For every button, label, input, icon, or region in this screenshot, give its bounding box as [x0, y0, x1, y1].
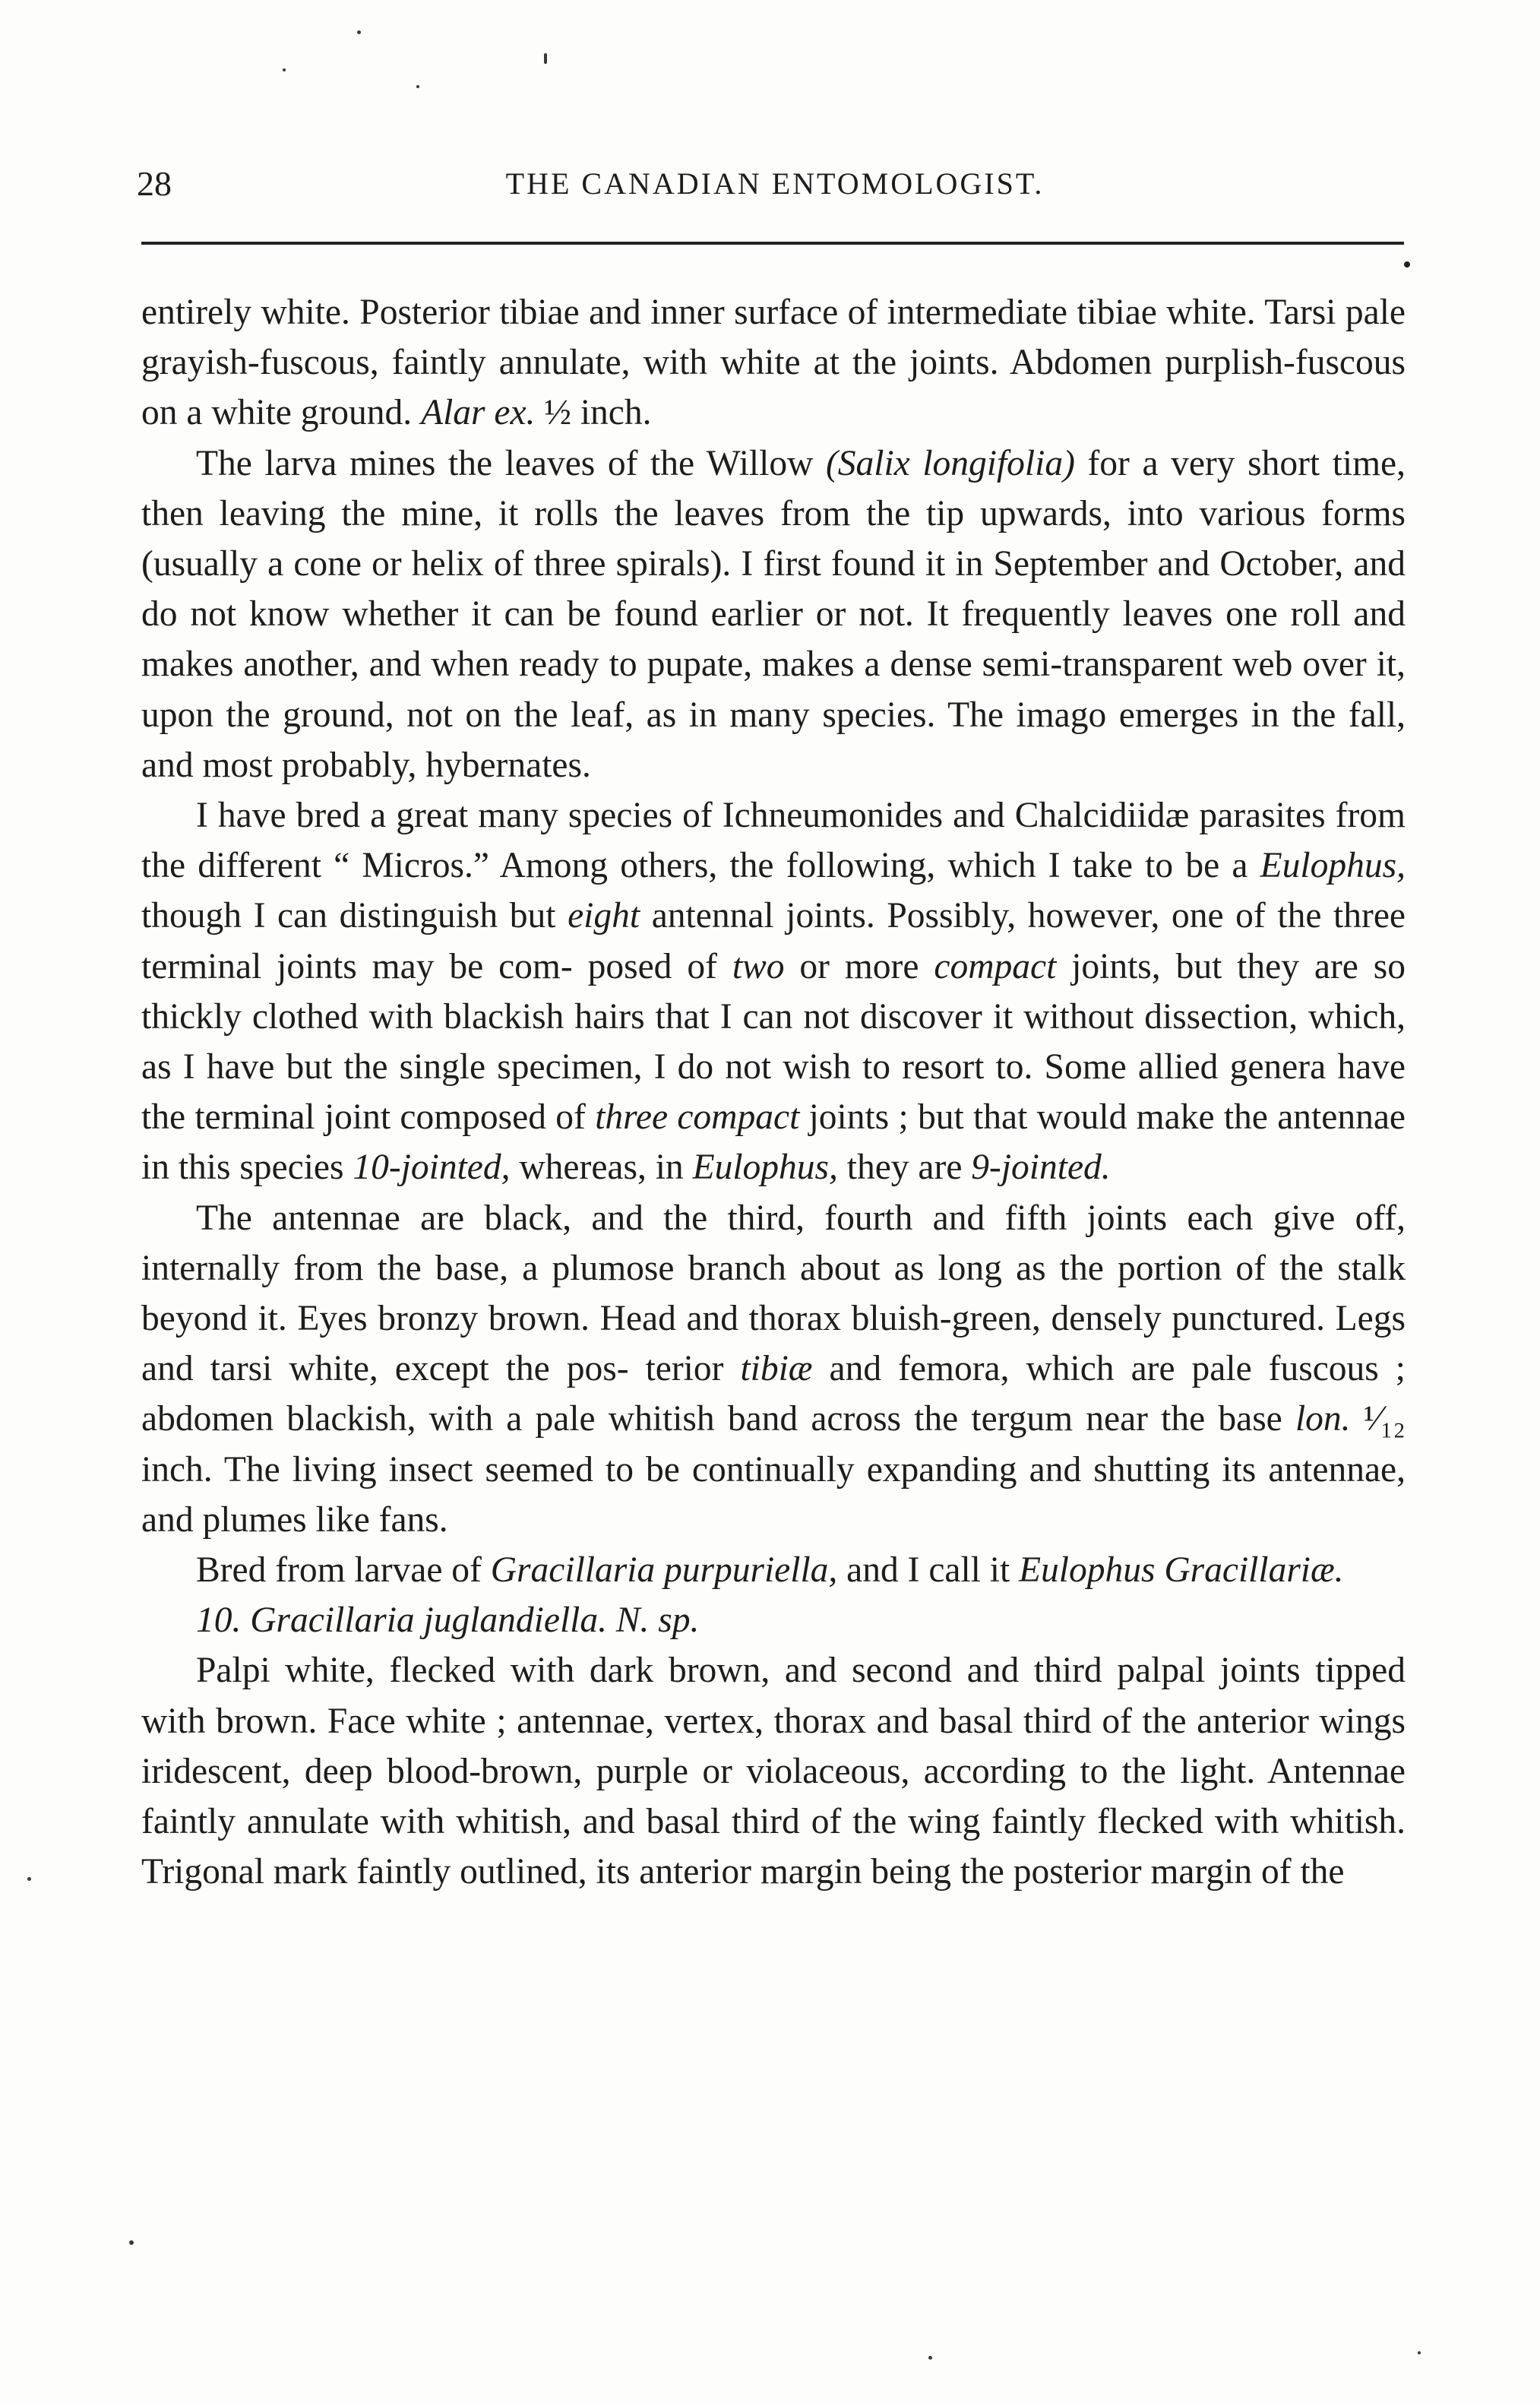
scan-speck [27, 1877, 31, 1881]
paragraph [141, 1595, 1406, 1645]
paragraph [141, 790, 1406, 1193]
scan-speck [129, 2240, 134, 2245]
rule-mark [1404, 261, 1410, 268]
italic-run: 10. Gracillaria juglandiella. N. sp. [196, 1600, 700, 1641]
paragraph [141, 287, 1406, 438]
text-run: ½ inch. [535, 393, 652, 433]
italic-run: Eulophus Gracillariæ. [1019, 1550, 1344, 1591]
text-run: The larva mines the leaves of the Willow [196, 443, 826, 483]
article-body [141, 287, 1406, 1898]
italic-run: 9-jointed. [971, 1148, 1111, 1188]
italic-run: eight [568, 896, 640, 936]
italic-run: Eulophus, [1260, 846, 1406, 886]
italic-run: Eulophus, [692, 1148, 838, 1188]
text-run: ¹⁄₁₂ inch. The living insect seemed to be continually expanding and shutting its antennae, and plumes like fans. [141, 1399, 1406, 1540]
italic-run: compact [934, 946, 1057, 986]
paragraph [141, 438, 1406, 790]
text-run: for a very short time, then leaving the mine, it rolls the leaves from the tip upwards, into various forms (usually a cone or helix of three spirals). I first found it in September and October, and do not know whether it can be found earlier or not. It frequently leaves one roll and makes another, and when ready to pupate, makes a dense semi-transparent web over it, upon the ground, not on the leaf, as in many species. The imago emerges in the fall, and most probably, hybernates. [141, 443, 1406, 785]
italic-run: tibiæ [740, 1349, 813, 1389]
italic-run: 10-jointed, [353, 1148, 511, 1188]
text-run: joints ; but that would make the antennae in this species [141, 1097, 1406, 1188]
text-run: they are [837, 1148, 972, 1188]
header-rule [141, 242, 1404, 245]
text-run: whereas, in [510, 1148, 693, 1188]
running-title: THE CANADIAN ENTOMOLOGIST. [505, 166, 1045, 201]
page-number: 28 [137, 164, 172, 203]
text-run: or more [784, 946, 934, 986]
italic-run: lon. [1295, 1399, 1351, 1439]
scan-speck [357, 30, 361, 34]
scan-speck [928, 2356, 932, 2360]
text-run: Palpi white, flecked with dark brown, and second and third palpal joints tipped with brown. Face white ; antennae, vertex, thorax and basal third of the anterior wings iridescent, deep blood-brown, purple or violaceous, according to the light. Antennae faintly annulate with whitish, and basal third of the wing faintly flecked with whitish. Trigonal mark faintly outlined, its anterior margin being the posterior margin of the [141, 1651, 1406, 1892]
scan-speck [1418, 2351, 1421, 2354]
text-run: antennal joints. Possibly, however, one of the three terminal joints may be com- posed of [141, 896, 1406, 986]
paragraph [141, 1193, 1406, 1545]
text-run: The antennae are black, and the third, fourth and fifth joints each give off, internally from the base, a plumose branch about as long as the portion of the stalk beyond it. Eyes bronzy brown. Head and thorax bluish-green, densely punctured. Legs and tarsi white, except the pos- terior [141, 1198, 1406, 1389]
paragraph [141, 1545, 1406, 1595]
page-header [137, 161, 1413, 214]
text-run: entirely white. Posterior tibiae and inner surface of intermediate tibiae white. Tarsi pale grayish-fuscous, faintly annulate, with white at the joints. Abdomen purplish-fuscous on a white ground. [141, 293, 1406, 433]
text-run: and femora, which are pale fuscous ; abdomen blackish, with a pale whitish band across the tergum near the base [141, 1349, 1406, 1439]
italic-run: two [732, 946, 785, 986]
text-run: and I call it [837, 1550, 1020, 1591]
italic-run: Alar ex. [421, 393, 536, 433]
scan-speck [416, 85, 419, 88]
text-run: Bred from larvae of [196, 1550, 491, 1591]
italic-run: (Salix longifolia) [825, 443, 1075, 483]
italic-run: Gracillaria purpuriella, [490, 1550, 838, 1591]
text-run: joints, but they are so thickly clothed with blackish hairs that I can not discover it without dissection, which, as I have but the single specimen, I do not wish to resort to. Some allied genera have the terminal joint composed of [141, 946, 1406, 1138]
italic-run: three compact [595, 1097, 800, 1138]
paragraph [141, 1645, 1406, 1897]
text-run: though I can distinguish but [141, 896, 568, 936]
scan-speck [544, 53, 547, 64]
scan-speck [283, 68, 286, 71]
text-run: I have bred a great many species of Ichneumonides and Chalcidiidæ parasites from the different “ Micros.” Among others, the following, which I take to be a [141, 796, 1406, 886]
